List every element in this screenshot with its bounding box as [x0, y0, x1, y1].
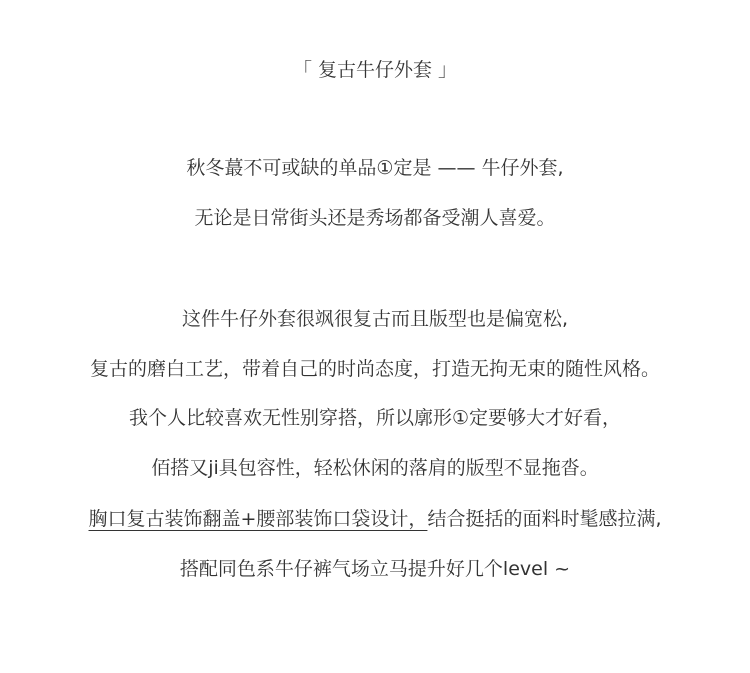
- paragraph-2-line-4: 佰搭又ji具包容性，轻松休闲的落肩的版型不显拖沓。: [151, 457, 599, 479]
- paragraph-2-line-6: 搭配同色系牛仔裤气场立马提升好几个level ~: [179, 558, 571, 580]
- paragraph-2-line-3: 我个人比较喜欢无性别穿搭，所以廓形①定要够大才好看，: [128, 407, 622, 429]
- article-title: 「 复古牛仔外套 」: [292, 59, 458, 81]
- paragraph-2-line-5: [0, 506, 750, 532]
- line-5-rest-text: 结合挺括的面料时髦感拉满,: [427, 508, 662, 530]
- paragraph-2-line-2: 复古的磨白工艺，带着自己的时尚态度，打造无拘无束的随性风格。: [89, 358, 660, 380]
- paragraph-1-line-1: 秋冬蕞不可或缺的单品①定是 —— 牛仔外套,: [186, 157, 564, 179]
- paragraph-2-line-1: 这件牛仔外套很飒很复古而且版型也是偏宽松,: [181, 308, 569, 330]
- underlined-design-text: 胸口复古装饰翻盖+腰部装饰口袋设计，: [88, 508, 428, 530]
- paragraph-1-line-2: 无论是日常街头还是秀场都备受潮人喜爱。: [194, 207, 556, 229]
